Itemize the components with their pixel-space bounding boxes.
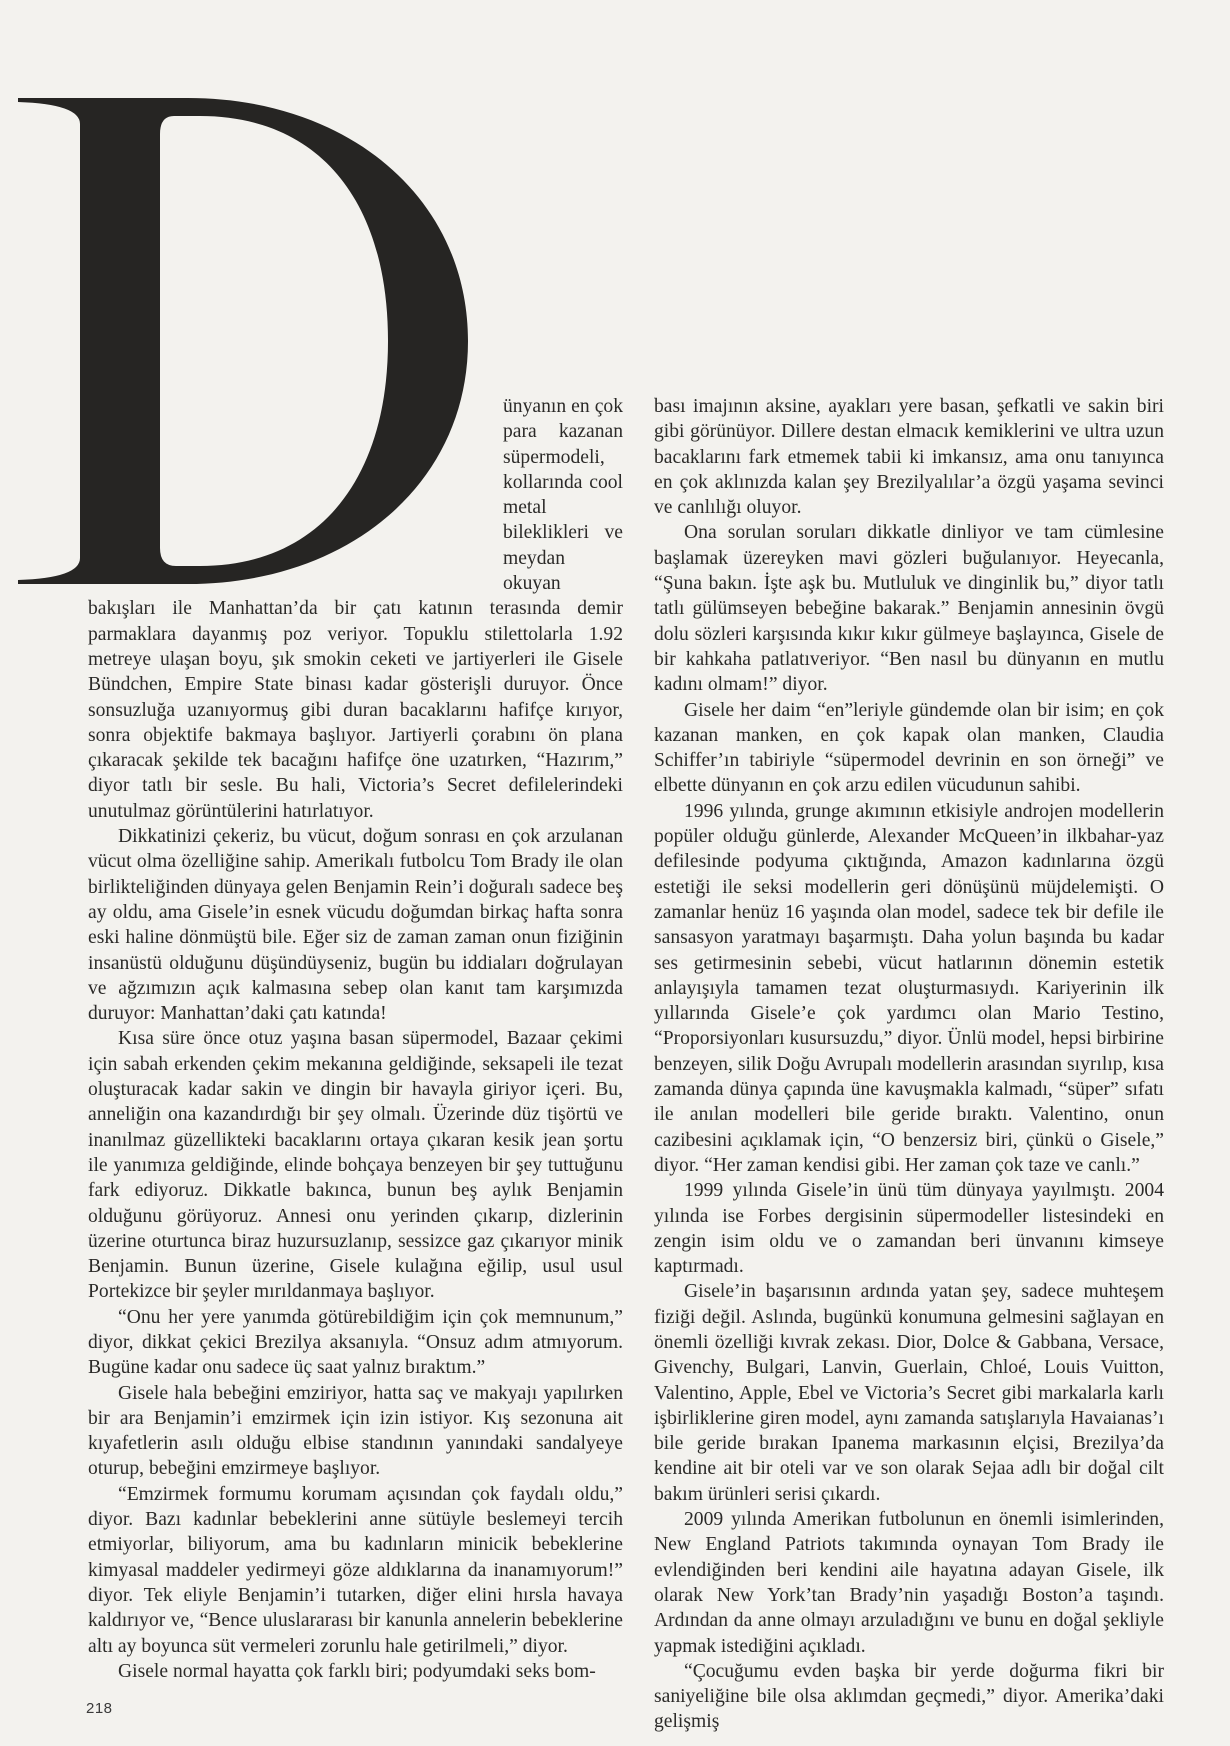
paragraph: bası imajının aksine, ayakları yere basan, şefkatli ve sakin biri gibi görünüyor. Dillere destan elmacık kemiklerini ve ultra uzun bacaklarını fark etmemek tabii ki imkansız, ama onu tanıyınca en çok aklınızda kalan şey Brezilyalılar’a özgü yaşama sevinci ve canlılığı oluyor.: [654, 396, 1164, 519]
paragraph: Kısa süre önce otuz yaşına basan süpermodel, Bazaar çekimi için sabah erkenden çekim mekanına geldiğinde, seksapeli ile tezat oluşturacak kadar sakin ve dingin bir havayla giriyor içeri. Bu, anneliğin ona kazandırdığı bir şey olmalı. Üzerinde düz tişörtü ve inanılmaz güzellikteki bacaklarını ortaya çıkaran kesik jean şortu ile yanımıza geldiğinde, elinde bohçaya benzeyen bir şey tuttuğunu fark ediyoruz. Dikkatle bakınca, bunun beş aylık Benjamin olduğunu görüyoruz. Annesi onu yerinden çıkarıp, dizlerinin üzerine oturtunca biraz huzursuzlanıp, sessizce gaz çıkarıyor minik Benjamin. Bunun üzerine, Gisele kulağına eğilip, usul usul Portekizce bir şeyler mırıldanmaya başlıyor.: [88, 1028, 623, 1303]
paragraph: Gisele her daim “en”leriyle gündemde olan bir isim; en çok kazanan manken, en çok kapak olan manken, Claudia Schiffer’ın tabiriyle “süpermodel devrinin en son örneği” ve elbette dünyanın en çok arzu edilen vücudunun sahibi.: [654, 699, 1164, 797]
paragraph: “Çocuğumu evden başka bir yerde doğurma fikri bir saniyeliğine bile olsa aklımdan geçmedi,” diyor. Amerika’daki gelişmiş: [654, 1660, 1164, 1733]
paragraph: 2009 yılında Amerikan futbolunun en önemli isimlerinden, New England Patriots takımında oynayan Tom Brady ile evlendiğinden beri kendini aile hayatına adayan Gisele, ilk olarak New York’tan Brady’nin yaşadığı Boston’a taşındı. Ardından da anne olmayı arzuladığını ve bunu en doğal şekliyle yapmak istediğini açıkladı.: [654, 1509, 1164, 1657]
paragraph: Gisele hala bebeğini emziriyor, hatta saç ve makyajı yapılırken bir ara Benjamin’i emzirmek için izin istiyor. Kış sezonuna ait kıyafetlerin asılı olduğu elbise standının yanındaki sandalyeye oturup, bebeğini emzirmeye başlıyor.: [88, 1382, 623, 1480]
paragraph: “Onu her yere yanımda götürebildiğim için çok memnunum,” diyor, dikkat çekici Brezilya aksanıyla. “Onsuz adım atmıyorum. Bugüne kadar onu sadece üç saat yalnız bıraktım.”: [88, 1306, 623, 1379]
dropcap-wrap-space: [88, 394, 503, 594]
paragraph: Dikkatinizi çekeriz, bu vücut, doğum sonrası en çok arzulanan vücut olma özelliğine sahip. Amerikalı futbolcu Tom Brady ile olan birlikteliğinden dünyaya gelen Benjamin Rein’i doğuralı sadece beş ay oldu, ama Gisele’in esnek vücudu doğumdan birkaç hafta sonra eski haline dönmüştü bile. Eğer siz de zaman zaman onun fiziğinin insanüstü olduğunu düşündüyseniz, bugün bu iddiaları doğrulayan ve ağzımızın açık kalmasına sebep olan kanıt tam karşımızda duruyor: Manhattan’daki çatı katında!: [88, 826, 623, 1025]
paragraph: Gisele normal hayatta çok farklı biri; podyumdaki seks bom-: [118, 1660, 596, 1682]
paragraph: Ona sorulan soruları dikkatle dinliyor ve tam cümlesine başlamak üzereyken mavi gözleri buğulanıyor. Heyecanla, “Şuna bakın. İşte aşk bu. Mutluluk ve dinginlik bu,” diyor tatlı tatlı gülümseyen bebeğine bakarak.” Benjamin annesinin övgü dolu sözleri karşısında kıkır kıkır gülmeye başlayınca, Gisele de bir kahkaha patlatıveriyor. “Ben nasıl bu dünyanın en mutlu kadını olmam!” diyor.: [654, 522, 1164, 696]
right-column: [654, 394, 1164, 1735]
paragraph: ünyanın en çok para kazanan süpermodeli, kollarında cool metal bileklikleri ve meydan okuyan bakışları ile Manhattan’da bir çatı katının terasında demir parmaklara dayanmış poz veriyor. Topuklu stilettolarla 1.92 metreye ulaşan boyu, şık smokin ceketi ve jartiyerleri ile Gisele Bündchen, Empire State binası kadar gösterişli duruyor. Önce sonsuzluğa uzanıyormuş gibi duran bacaklarını hafifçe kırıyor, sonra objektife bakmaya başlıyor. Jartiyerli çorabını ön plana çıkaracak şekilde tek bacağını hafifçe öne uzatırken, “Hazırım,” diyor tatlı bir sesle. Bu hali, Victoria’s Secret defilelerindeki unutulmaz görüntülerini hatırlatıyor.: [88, 396, 623, 822]
paragraph: “Emzirmek formumu korumam açısından çok faydalı oldu,” diyor. Bazı kadınlar bebeklerini anne sütüyle beslemeyi tercih etmiyorlar, biliyorum, ama bu kadınların minicik bebeklerine kimyasal maddeler yedirmeyi göze aldıklarına da inanamıyorum!” diyor. Tek eliyle Benjamin’i tutarken, diğer elini hırsla havaya kaldırıyor ve, “Bence uluslararası bir kanunla annelerin bebeklerine altı ay boyunca süt vermeleri zorunlu hale getirilmeli,” diyor.: [88, 1483, 623, 1657]
paragraph: Gisele’in başarısının ardında yatan şey, sadece muhteşem fiziği değil. Aslında, bugünkü konumuna gelmesini sağlayan en önemli özelliği kıvrak zekası. Dior, Dolce & Gabbana, Versace, Givenchy, Bulgari, Lanvin, Guerlain, Chloé, Louis Vuitton, Valentino, Apple, Ebel ve Victoria’s Secret gibi markalarla karlı işbirliklerine giren model, aynı zamanda satışlarıyla Havaianas’ı bile geride bırakan Ipanema markasının elçisi, Brezilya’da kendine ait bir oteli var ve son olarak Sejaa adlı bir doğal cilt bakım ürünleri serisi çıkardı.: [654, 1281, 1164, 1505]
page-number: 218: [86, 1700, 113, 1717]
paragraph: 1999 yılında Gisele’in ünü tüm dünyaya yayılmıştı. 2004 yılında ise Forbes dergisinin süpermodeller listesindeki en zengin isim oldu ve o zamandan beri ünvanını kimseye kaptırmadı.: [654, 1180, 1164, 1278]
paragraph: 1996 yılında, grunge akımının etkisiyle androjen modellerin popüler olduğu günlerde, Alexander McQueen’in ilkbahar-yaz defilesinde podyuma çıktığında, Amazon kadınlarına özgü estetiği ile seksi modellerin geri dönüşünü müjdelemişti. O zamanlar henüz 16 yaşında olan model, sadece tek bir defile ile sansasyon yaratmayı başarmıştı. Daha yolun başında bu kadar ses getirmesinin sebebi, vücut hatlarının dönemin estetik anlayışıyla tamamen tezat oluşturmasıydı. Kariyerinin ilk yıllarında Gisele’e çok yardımcı olan Mario Testino, “Proporsiyonları kusursuzdu,” diyor. Ünlü model, hepsi birbirine benzeyen, silik Doğu Avrupalı modellerin arasından sıyrılıp, kısa zamanda dünya çapında üne kavuşmakla kalmadı, “süper” sıfatı ile anılan modelleri bile geride bıraktı. Valentino, onun cazibesini açıklamak için, “O benzersiz biri, çünkü o Gisele,” diyor. “Her zaman kendisi gibi. Her zaman çok taze ve canlı.”: [654, 800, 1164, 1176]
left-column: [88, 394, 623, 1684]
